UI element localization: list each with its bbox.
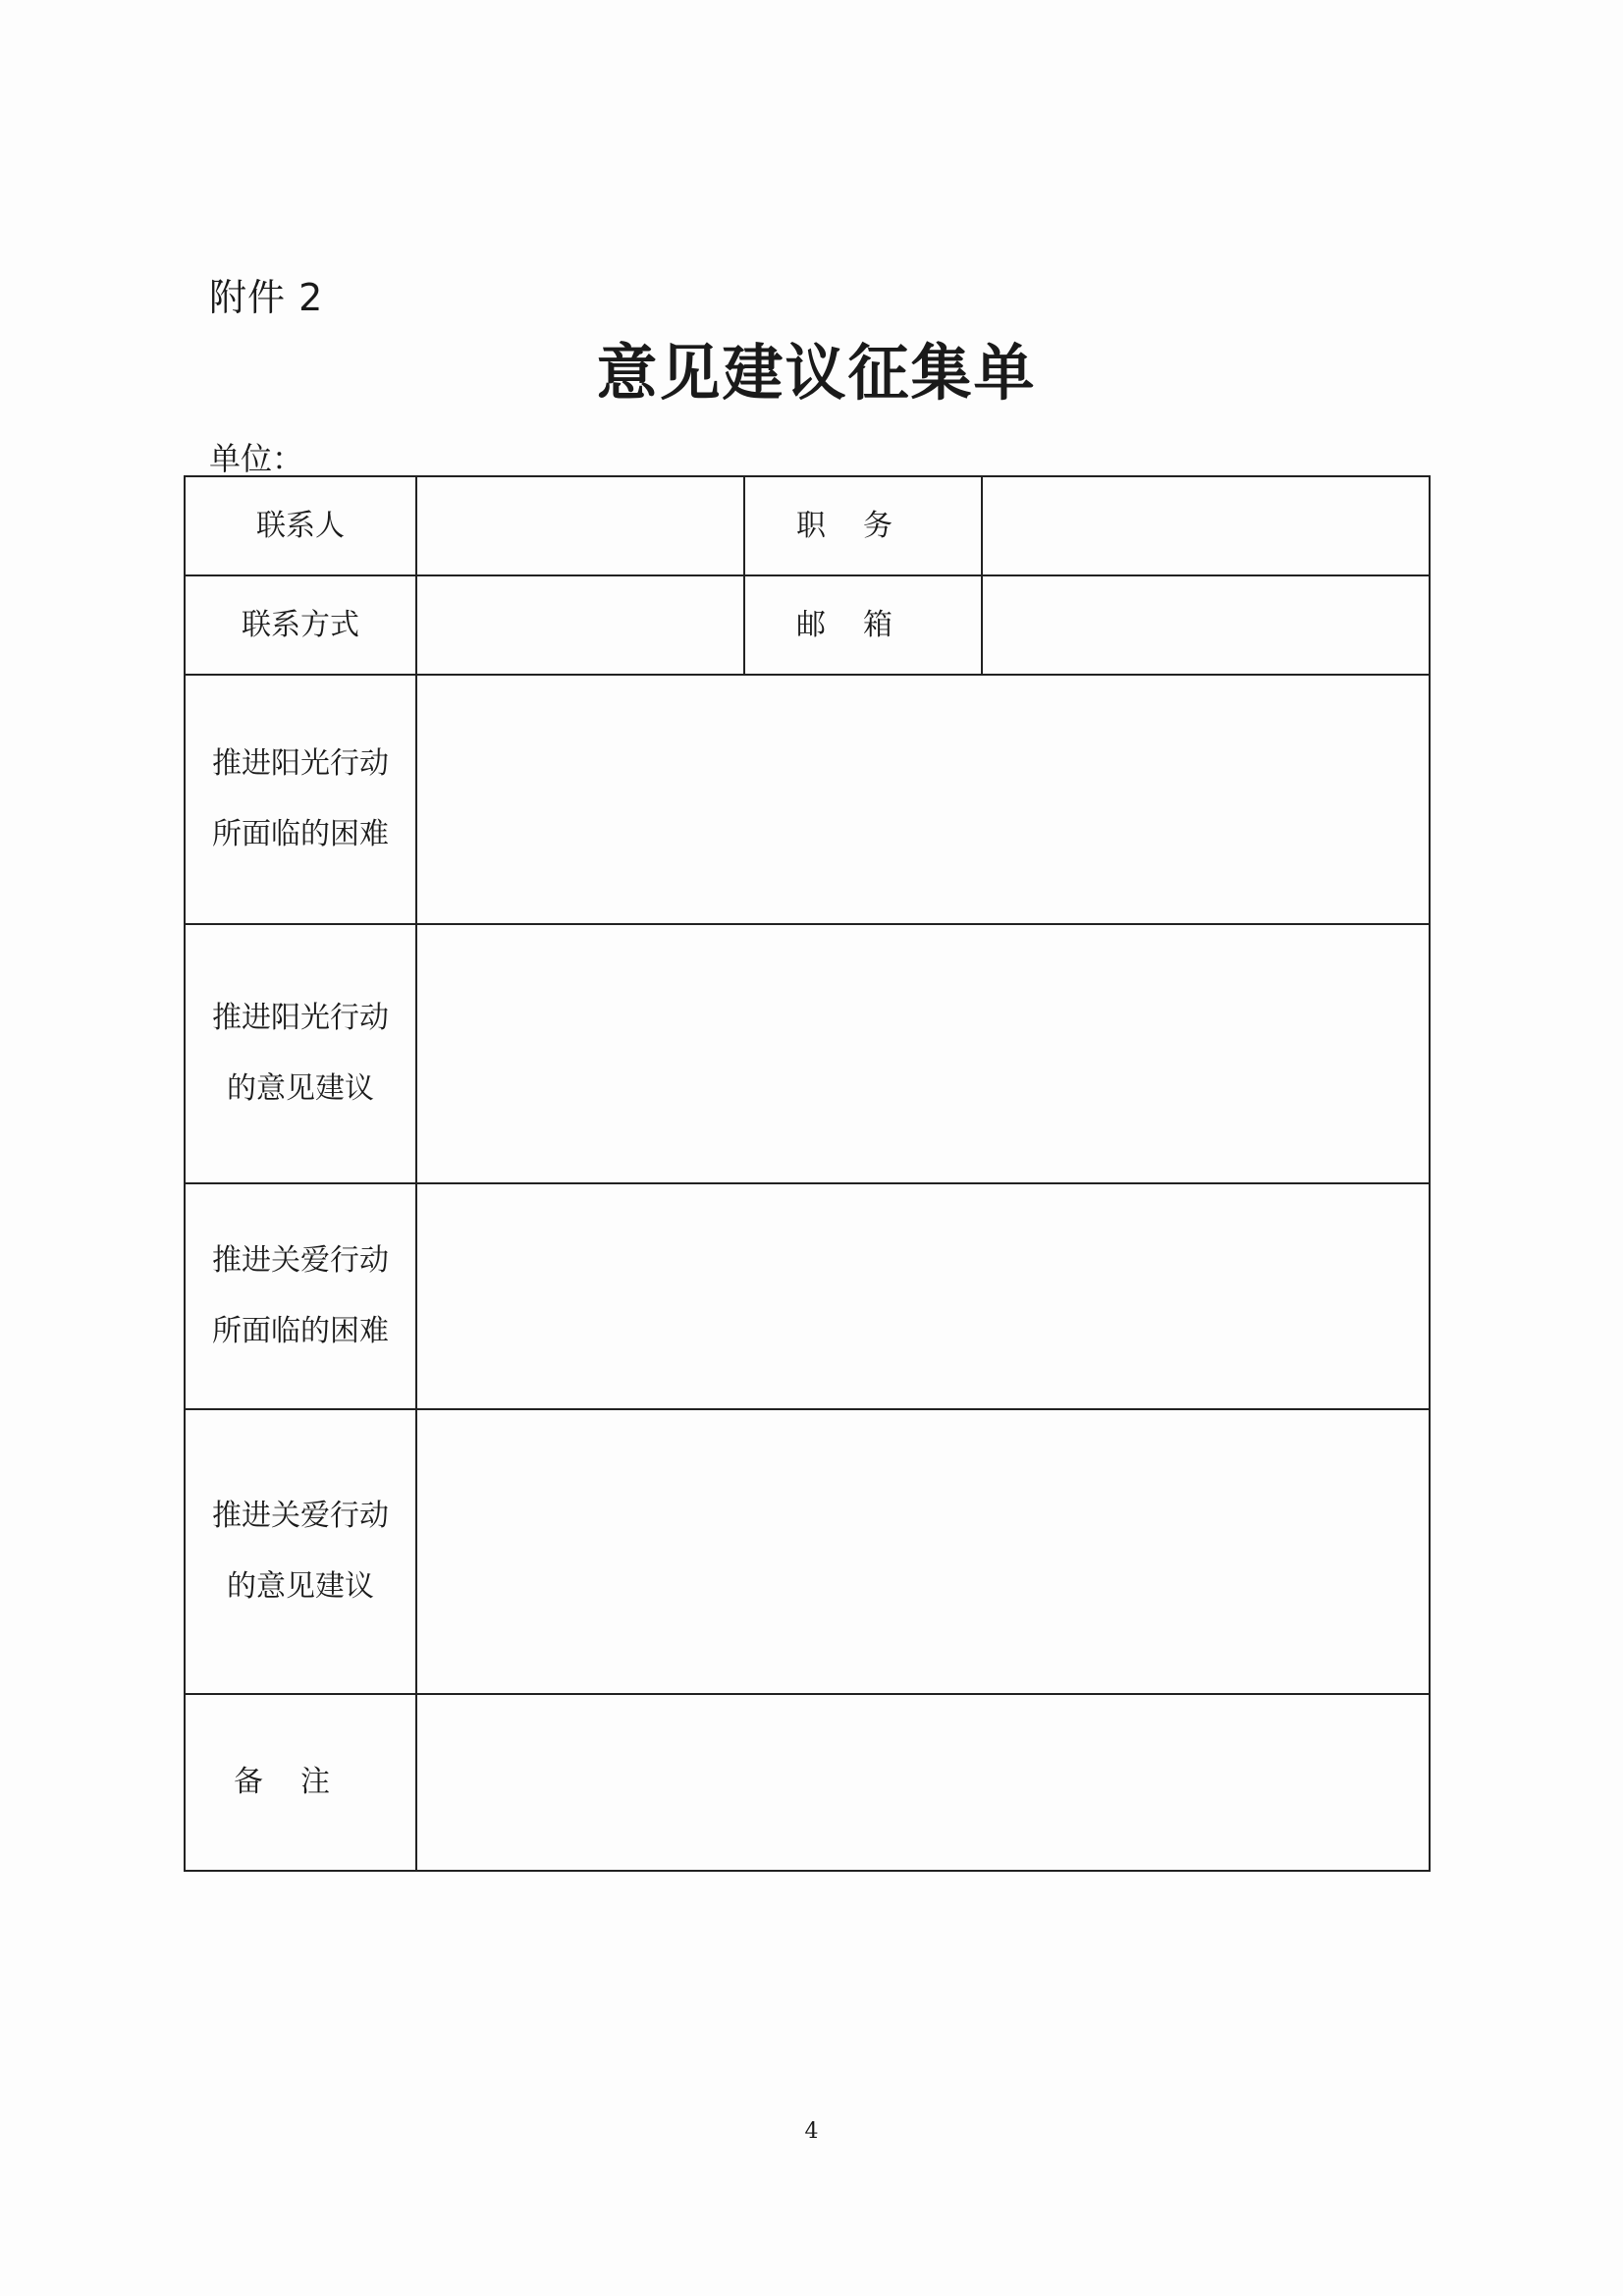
page-number: 4 — [804, 2119, 819, 2144]
attachment-label: 附件 2 — [209, 276, 324, 319]
unit-label: 单位： — [209, 440, 304, 477]
suggestion-form-table — [184, 475, 1431, 1872]
sunshine-suggestions-label-line1: 推进阳光行动 — [212, 1001, 389, 1035]
email-field[interactable] — [982, 575, 1430, 675]
care-difficulties-label-line2: 所面临的困难 — [212, 1314, 389, 1348]
sunshine-difficulties-label — [185, 675, 416, 924]
contact-person-label: 联系人 — [185, 476, 416, 575]
care-suggestions-field[interactable] — [416, 1409, 1430, 1694]
sunshine-difficulties-field[interactable] — [416, 675, 1430, 924]
contact-person-field[interactable] — [416, 476, 744, 575]
care-suggestions-label — [185, 1409, 416, 1694]
contact-method-label: 联系方式 — [185, 575, 416, 675]
care-difficulties-label — [185, 1183, 416, 1409]
position-label: 职务 — [744, 476, 982, 575]
remarks-row — [185, 1694, 1430, 1871]
care-suggestions-label-line1: 推进关爱行动 — [212, 1499, 389, 1533]
sunshine-suggestions-label-line2: 的意见建议 — [227, 1071, 374, 1106]
care-difficulties-field[interactable] — [416, 1183, 1430, 1409]
care-difficulties-row — [185, 1183, 1430, 1409]
page-title — [0, 324, 1623, 411]
care-suggestions-label-line2: 的意见建议 — [227, 1569, 374, 1604]
remarks-label: 备注 — [185, 1694, 416, 1871]
position-field[interactable] — [982, 476, 1430, 575]
sunshine-suggestions-label — [185, 924, 416, 1183]
care-difficulties-label-line1: 推进关爱行动 — [212, 1243, 389, 1278]
sunshine-difficulties-label-line2: 所面临的困难 — [212, 817, 389, 851]
email-label: 邮箱 — [744, 575, 982, 675]
contact-method-field[interactable] — [416, 575, 744, 675]
sunshine-difficulties-row — [185, 675, 1430, 924]
remarks-field[interactable] — [416, 1694, 1430, 1871]
sunshine-suggestions-row — [185, 924, 1430, 1183]
care-suggestions-row — [185, 1409, 1430, 1694]
contact-row — [185, 476, 1430, 575]
page-title-text: 意见建议征集单 — [596, 337, 1037, 409]
contact-method-row — [185, 575, 1430, 675]
sunshine-suggestions-field[interactable] — [416, 924, 1430, 1183]
sunshine-difficulties-label-line1: 推进阳光行动 — [212, 746, 389, 781]
